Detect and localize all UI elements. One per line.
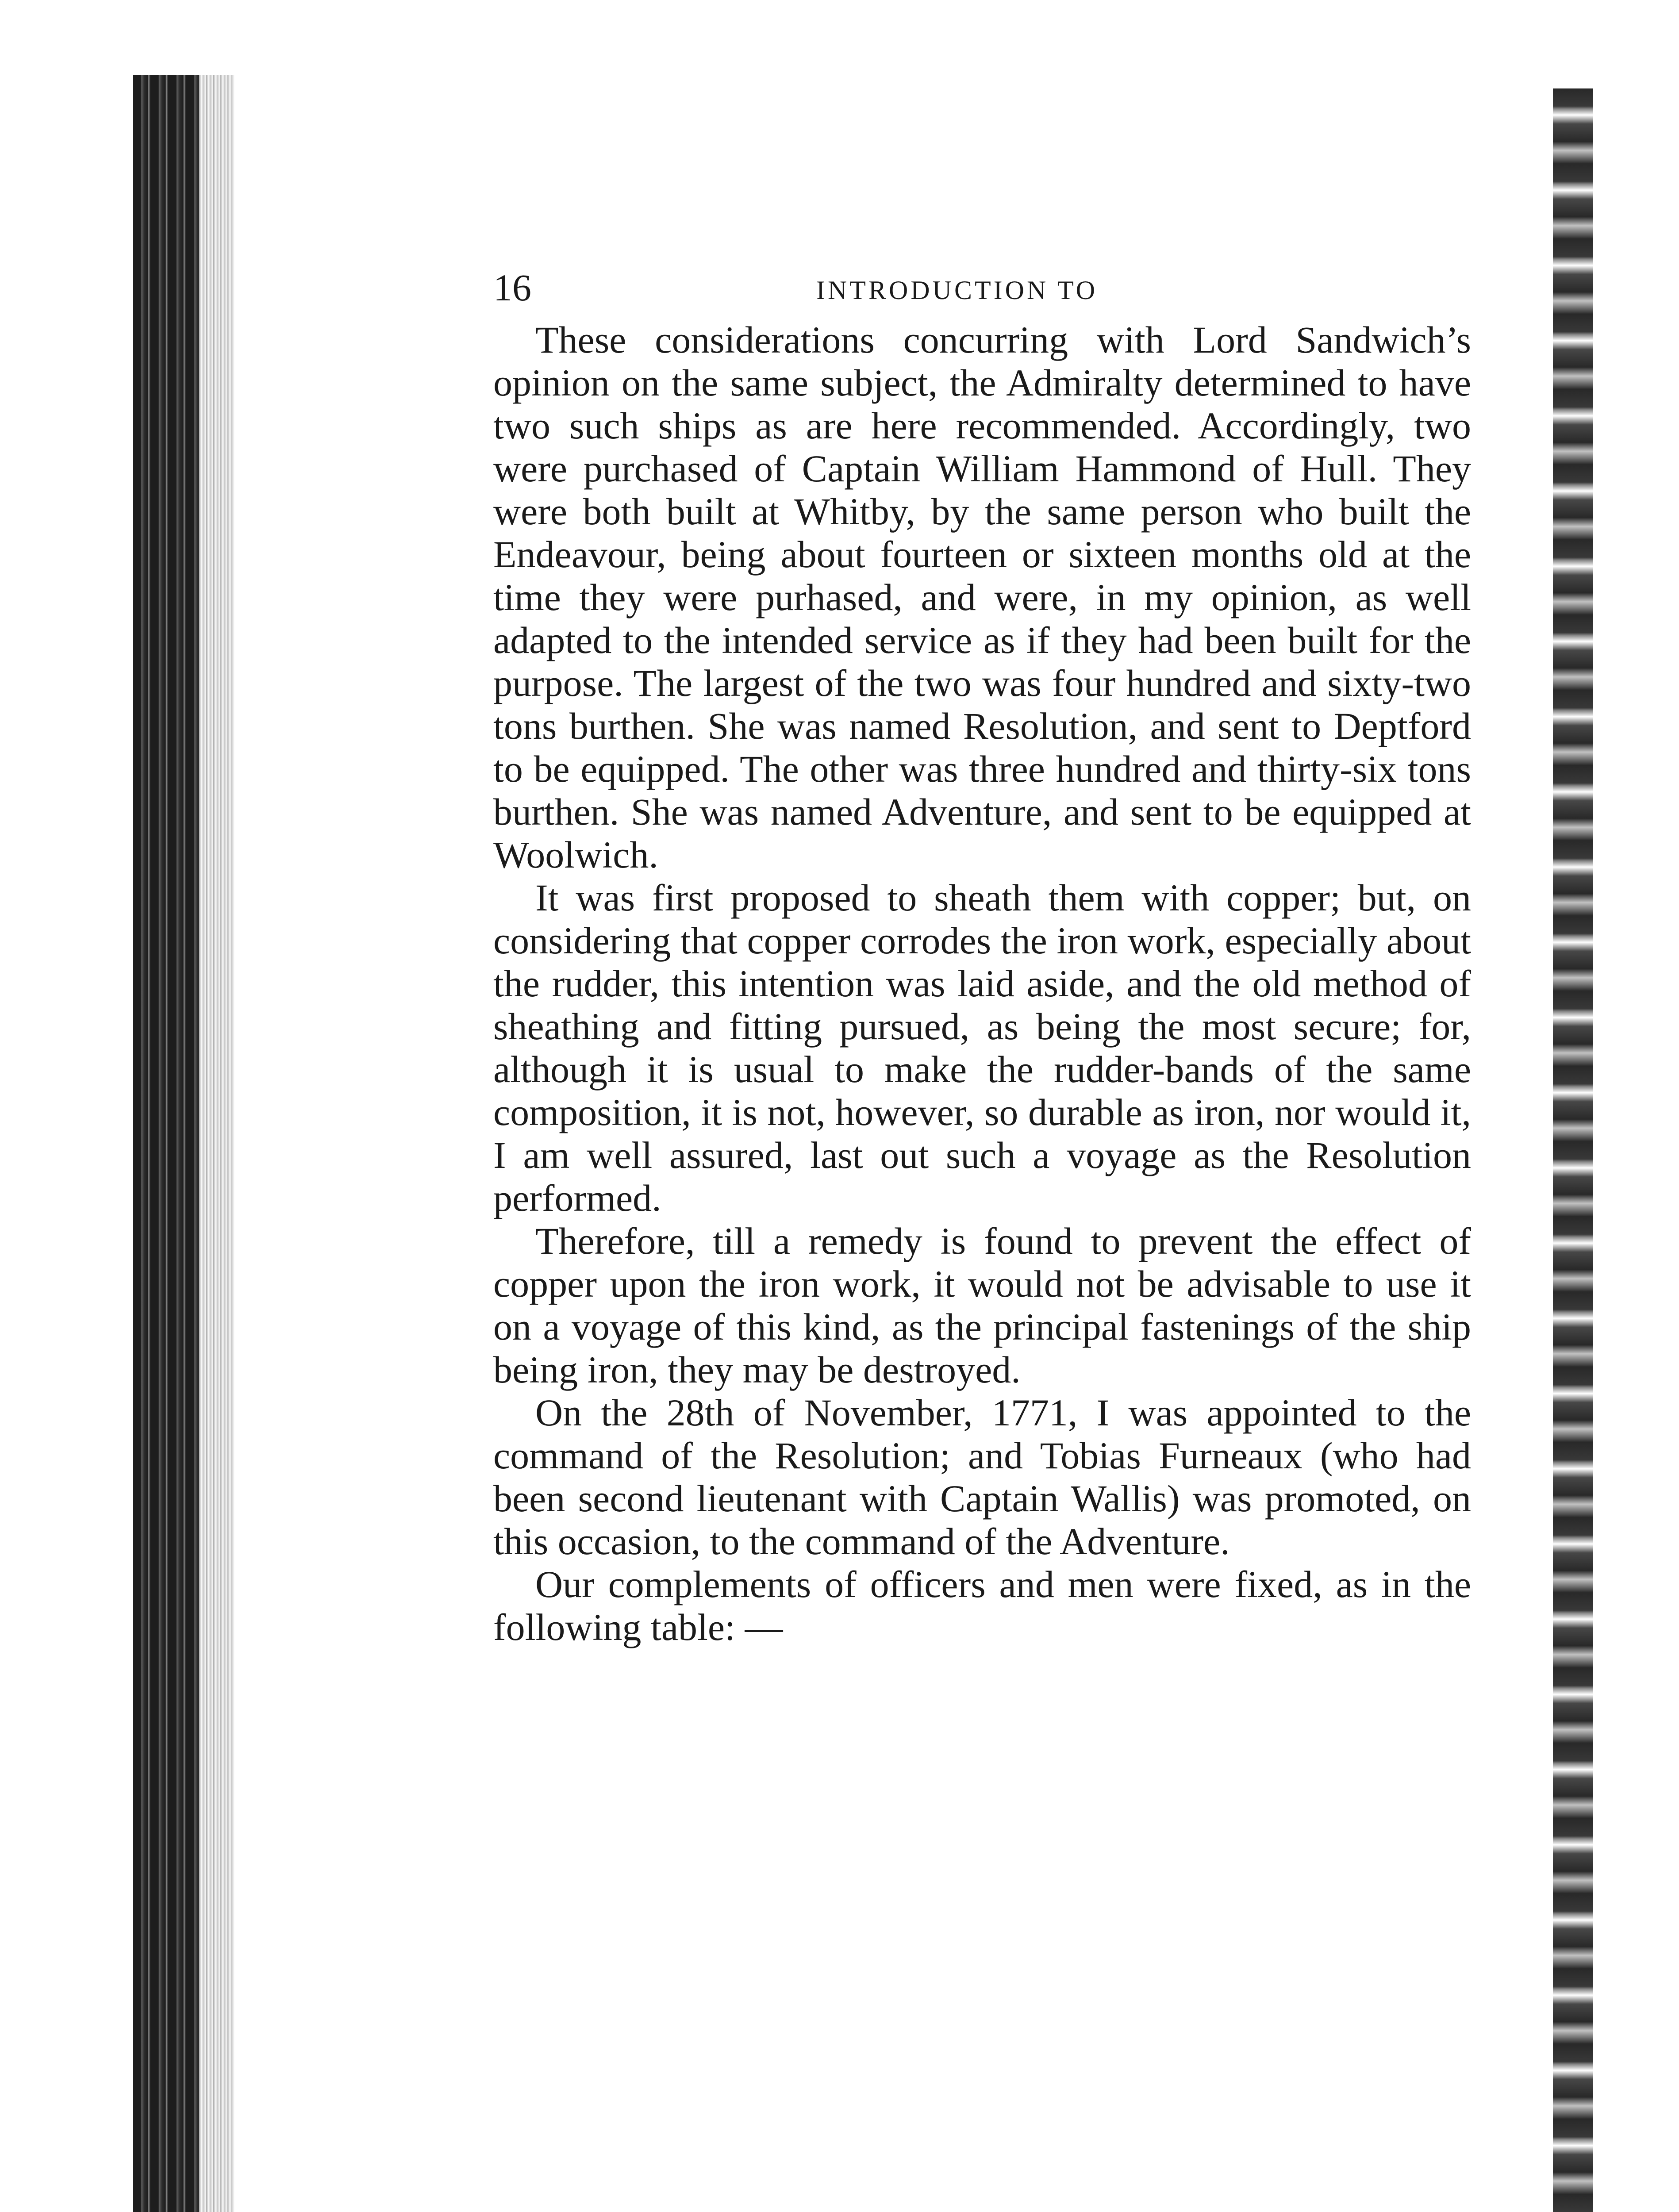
scan-binding-shadow-left bbox=[199, 75, 234, 2212]
running-head-title: INTRODUCTION TO bbox=[816, 276, 1098, 305]
page-number: 16 bbox=[493, 266, 531, 309]
paragraph: These considerations concurring with Lord Sandwich’s opinion on the same subject, the Admiralty determined to have two such ships as are here recommended. Accordingly, two were purchased of Captain William Hammond of Hull. They were both built at Whitby, by the same person who built the Endeavour, being about fourteen or sixteen months old at the time they were purhased, and were, in my opinion, as well adapted to the intended service as if they had been built for the purpose. The largest of the two was four hundred and sixty-two tons burthen. She was named Resolution, and sent to Deptford to be equipped. The other was three hundred and thirty-six tons burthen. She was named Adventure, and sent to be equipped at Woolwich. bbox=[493, 319, 1471, 876]
paragraph: It was first proposed to sheath them with copper; but, on considering that copper corrodes the iron work, especially about the rudder, this intention was laid aside, and the old method of sheathing and fitting pursued, as being the most secure; for, although it is usual to make the rudder-bands of the same composition, it is not, however, so durable as iron, nor would it, I am well assured, last out such a voyage as the Resolution performed. bbox=[493, 876, 1471, 1219]
paragraph: Our complements of officers and men were fixed, as in the following table: — bbox=[493, 1563, 1471, 1648]
running-head bbox=[493, 265, 1471, 319]
scan-binding-edge-left bbox=[133, 75, 199, 2212]
paragraph: Therefore, till a remedy is found to prevent the effect of copper upon the iron work, it would not be advisable to use it on a voyage of this kind, as the principal fastenings of the ship being iron, they may be destroyed. bbox=[493, 1220, 1471, 1391]
paragraph: On the 28th of November, 1771, I was appointed to the command of the Resolution; and Tobias Furneaux (who had been second lieutenant with Captain Wallis) was promoted, on this occasion, to the command of the Adventure. bbox=[493, 1391, 1471, 1563]
scan-page-edge-right bbox=[1553, 88, 1593, 2212]
book-page bbox=[493, 265, 1471, 1649]
body-text bbox=[493, 319, 1471, 1649]
